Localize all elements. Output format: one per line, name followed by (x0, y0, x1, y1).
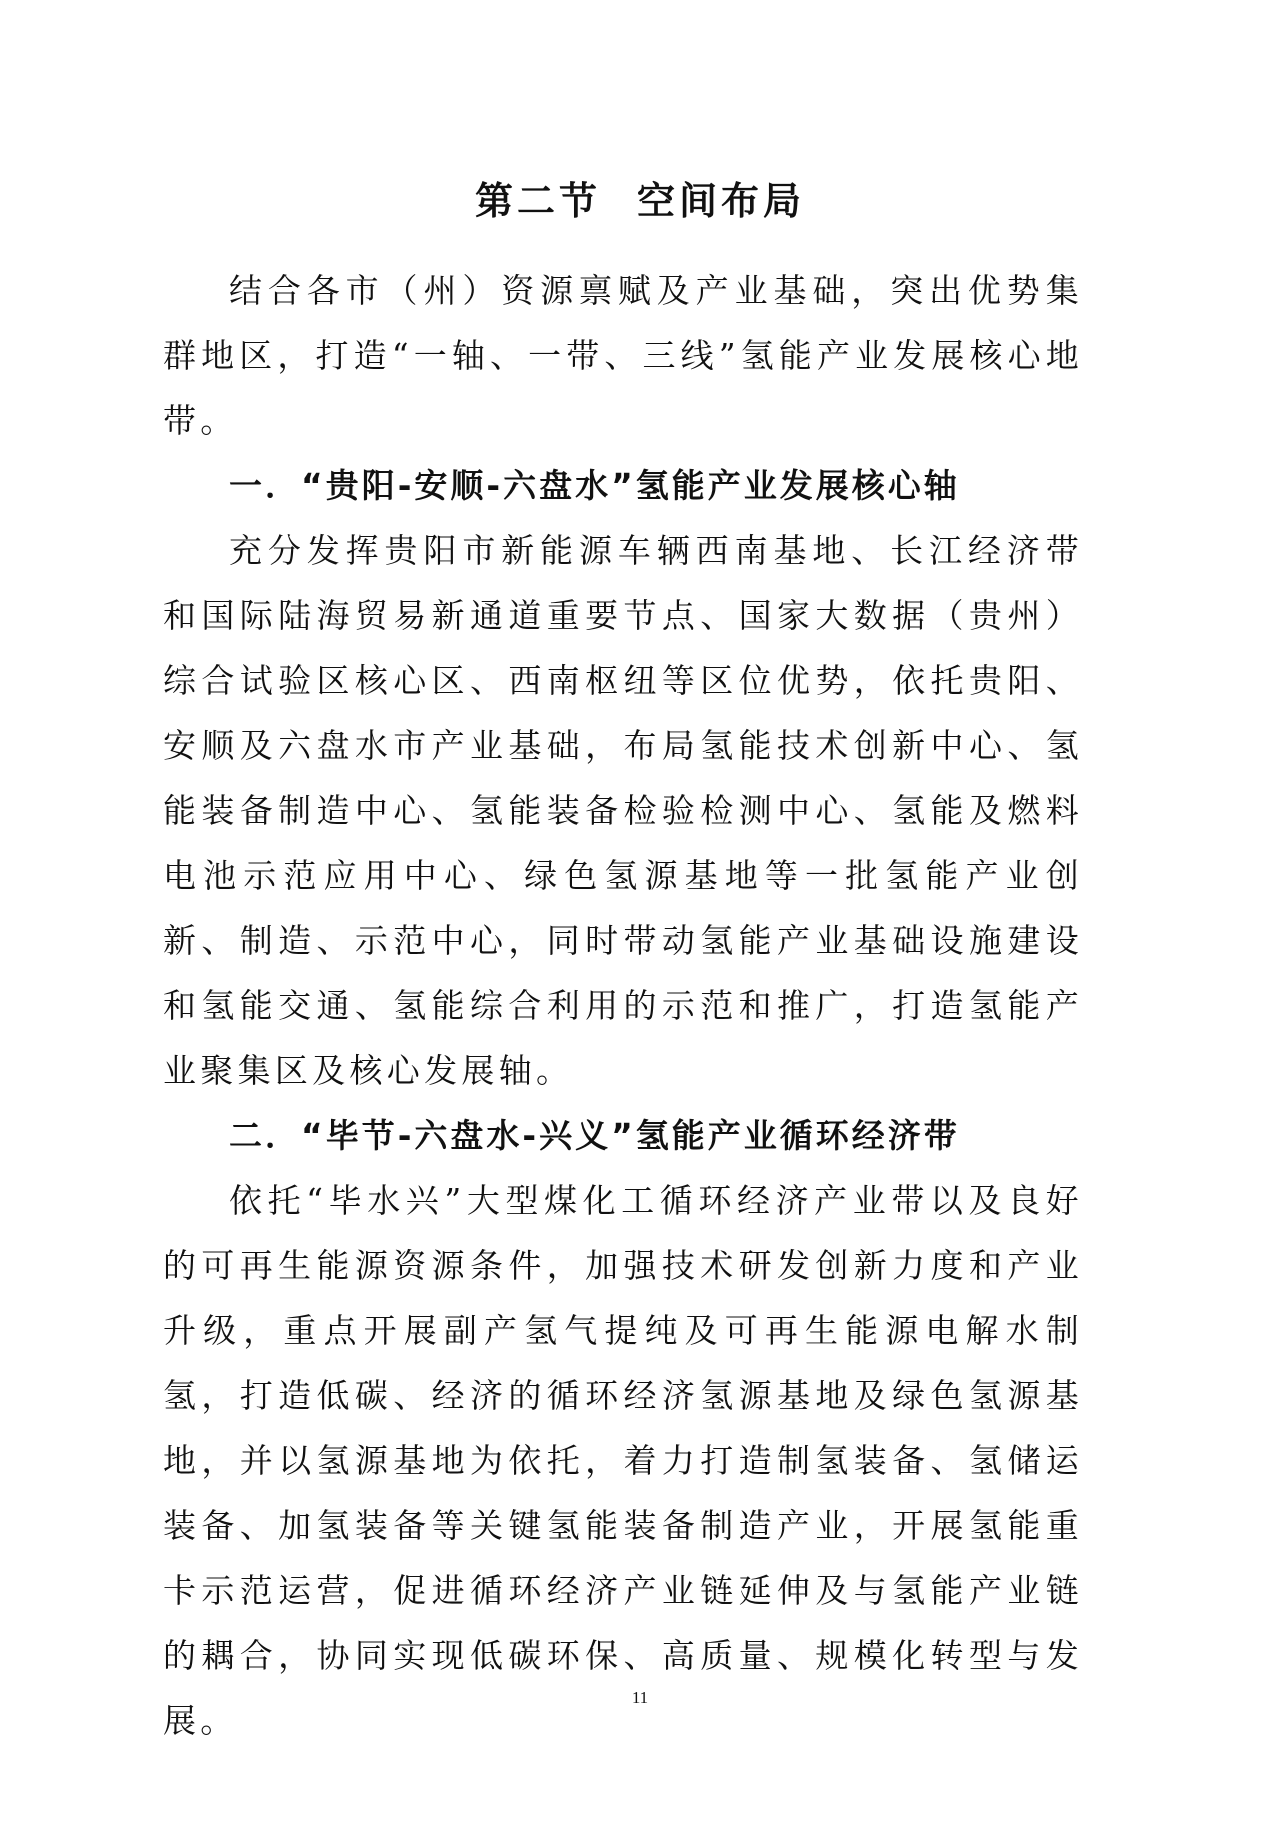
page-number: 11 (631, 1688, 649, 1707)
section-heading-number: 第二节 (474, 178, 601, 223)
subsection-2-paragraph: 依托“毕水兴”大型煤化工循环经济产业带以及良好的可再生能源资源条件，加强技术研发创新力度和产业升级，重点开展副产氢气提纯及可再生能源电解水制氢，打造低碳、经济的循环经济氢源基地及绿色氢源基地，并以氢源基地为依托，着力打造制氢装备、氢储运装备、加氢装备等关键氢能装备制造产业，开展氢能重卡示范运营，促进循环经济产业链延伸及与氢能产业链的耦合，协同实现低碳环保、高质量、规模化转型与发展。 (163, 1181, 1083, 1740)
subsection-2-heading: 二．“毕节-六盘水-兴义”氢能产业循环经济带 (229, 1116, 960, 1155)
subsection-1-paragraph: 充分发挥贵阳市新能源车辆西南基地、长江经济带和国际陆海贸易新通道重要节点、国家大数据（贵州）综合试验区核心区、西南枢纽等区位优势，依托贵阳、安顺及六盘水市产业基础，布局氢能技术创新中心、氢能装备制造中心、氢能装备检验检测中心、氢能及燃料电池示范应用中心、绿色氢源基地等一批氢能产业创新、制造、示范中心，同时带动氢能产业基础设施建设和氢能交通、氢能综合利用的示范和推广，打造氢能产业聚集区及核心发展轴。 (163, 531, 1083, 1090)
section-heading (0, 175, 1280, 227)
intro-paragraph: 结合各市（州）资源禀赋及产业基础，突出优势集群地区，打造“一轴、一带、三线”氢能产业发展核心地带。 (163, 271, 1083, 440)
subsection-1-heading: 一．“贵阳-安顺-六盘水”氢能产业发展核心轴 (229, 466, 960, 505)
section-heading-title: 空间布局 (637, 178, 806, 223)
document-body (163, 258, 1083, 1753)
